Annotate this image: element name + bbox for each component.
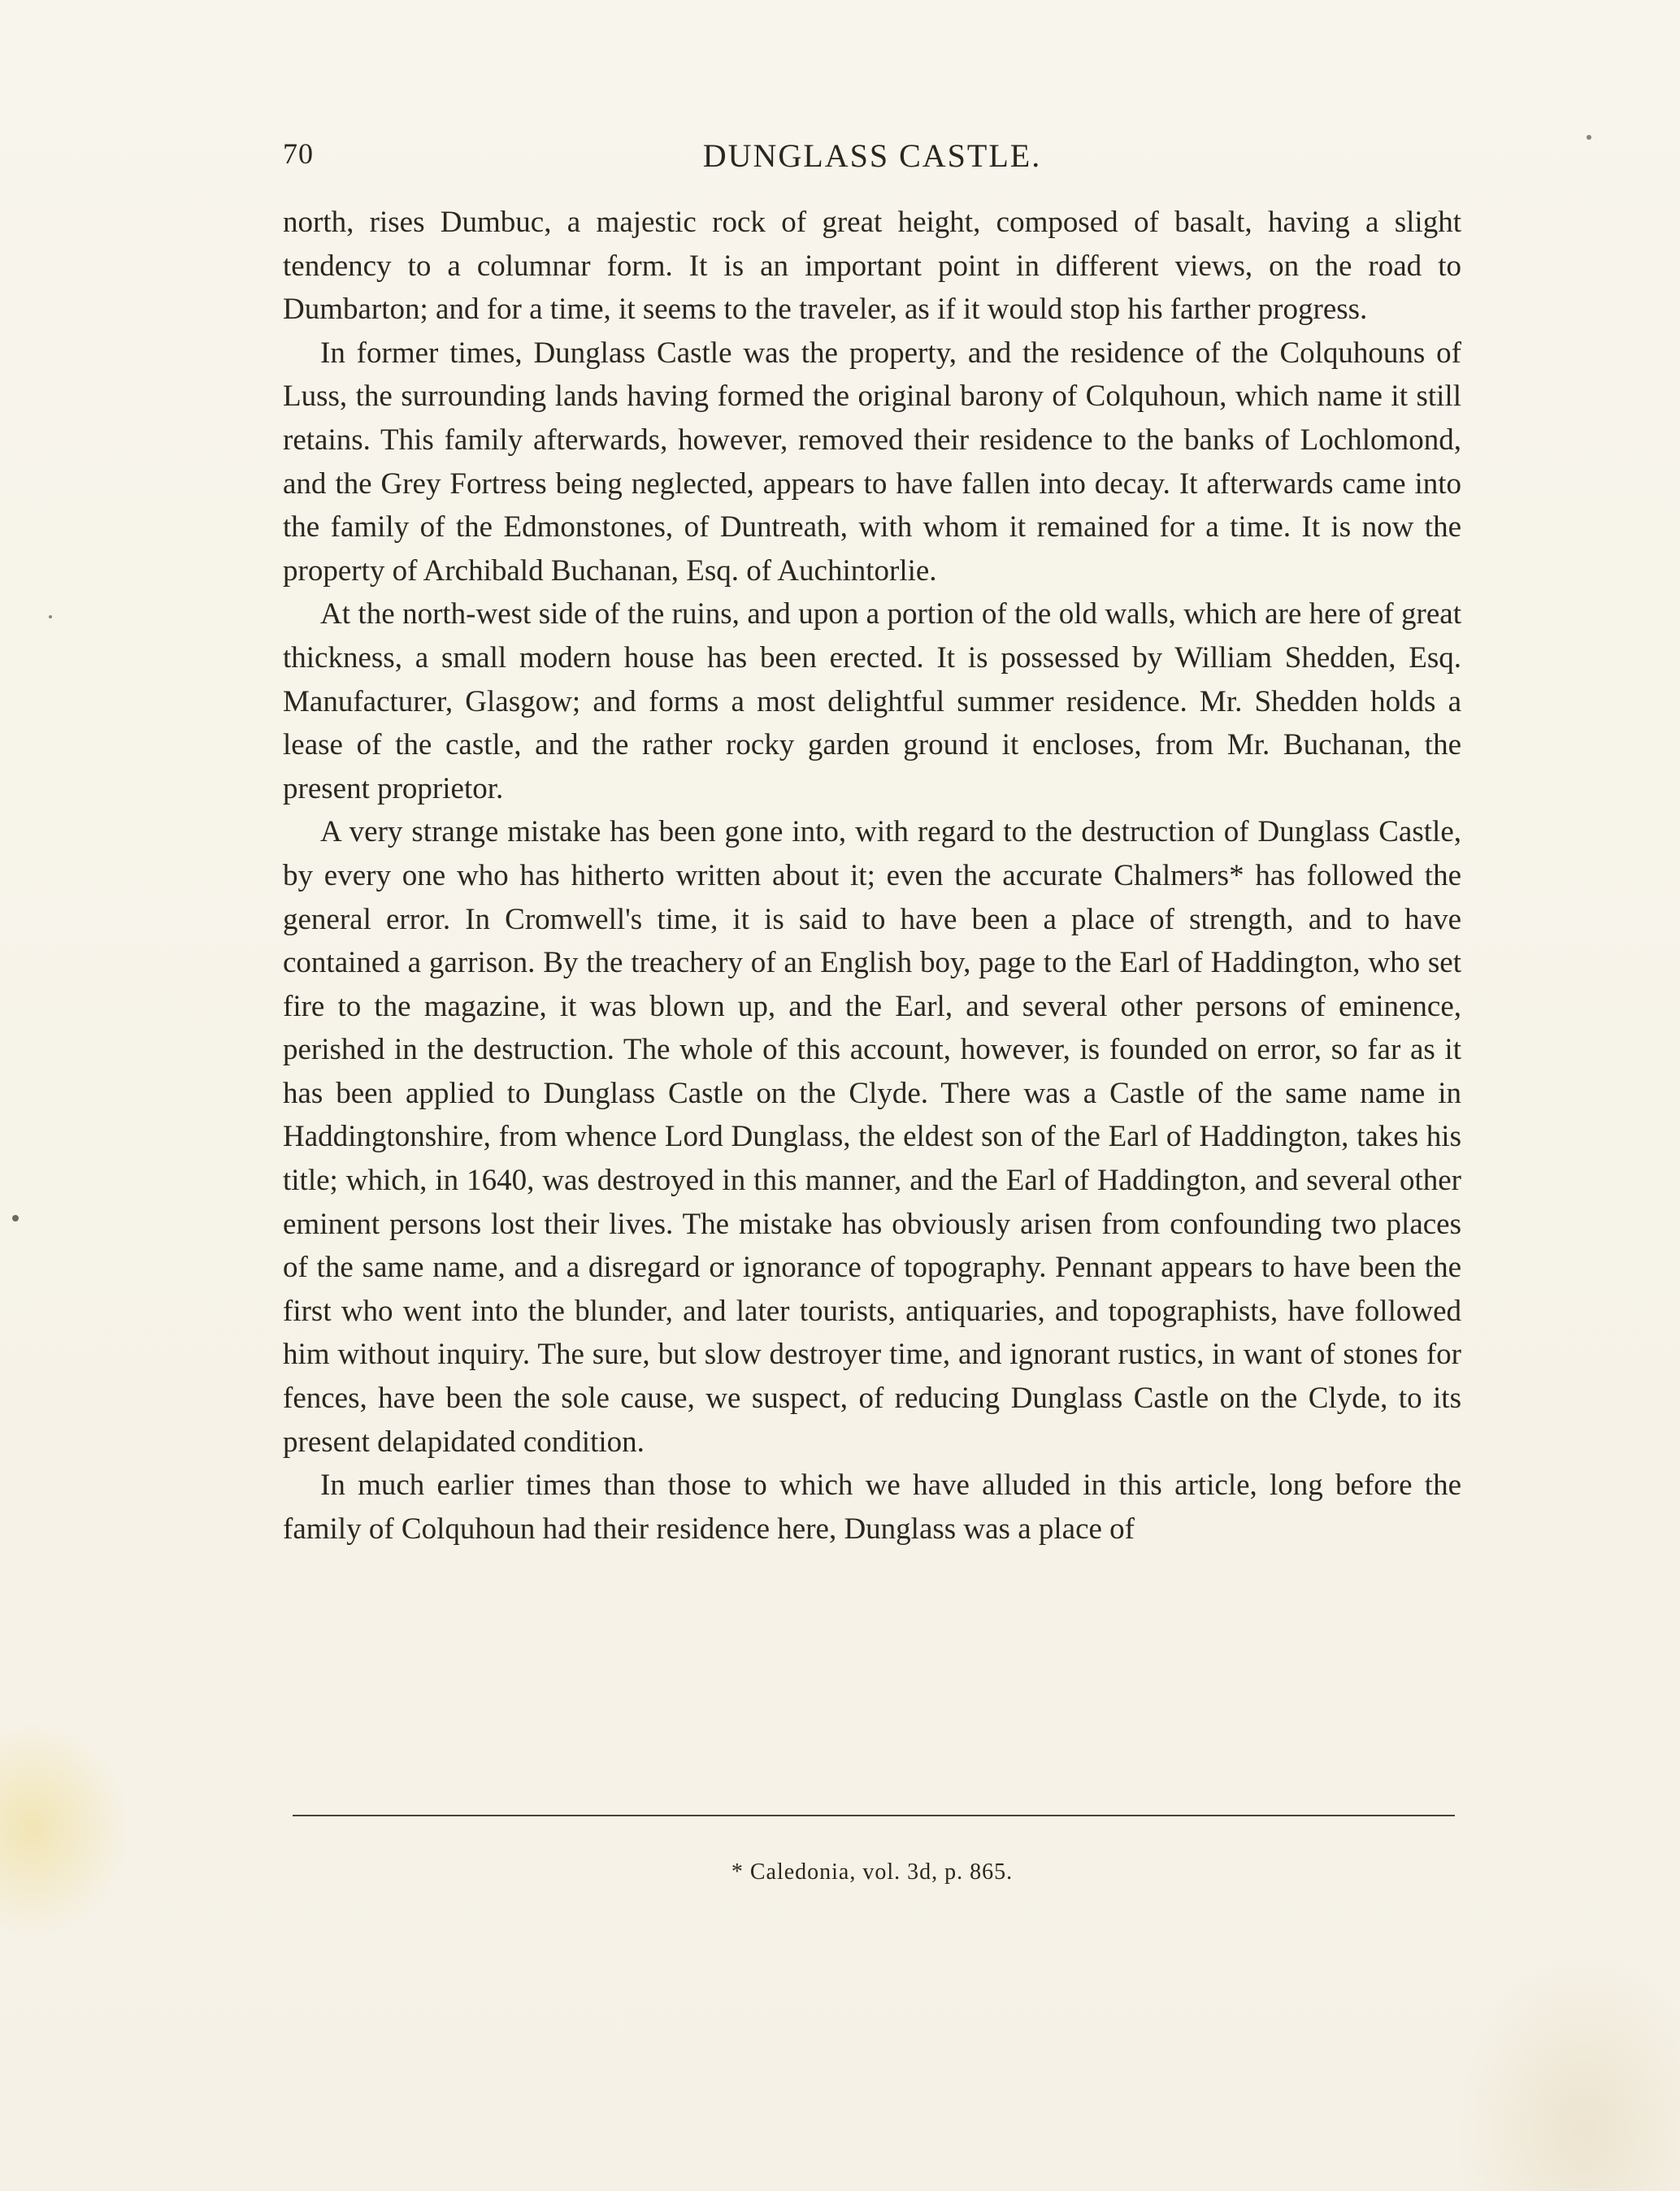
paragraph-4: A very strange mistake has been gone into, with regard to the destruction of Dunglass Castle, by every one who has hitherto written about it; even the accurate Chalmers* has followed the general error. In Cromwell's time, it is said to have been a place of strength, and to have contained a garrison. By the treachery of an English boy, page to the Earl of Haddington, who set fire to the magazine, it was blown up, and the Earl, and several other persons of eminence, perished in the destruction. The whole of this account, however, is founded on error, so far as it has been applied to Dunglass Castle on the Clyde. There was a Castle of the same name in Haddingtonshire, from whence Lord Dunglass, the eldest son of the Earl of Haddington, takes his title; which, in 1640, was destroyed in this manner, and the Earl of Haddington, and several other eminent persons lost their lives. The mistake has obviously arisen from confounding two places of the same name, and a disregard or ignorance of topography. Pennant appears to have been the first who went into the blunder, and later tourists, antiquaries, and topographists, have followed him without inquiry. The sure, but slow destroyer time, and ignorant rustics, in want of stones for fences, have been the sole cause, we suspect, of reducing Dunglass Castle on the Clyde, to its present delapidated condition.: [283, 815, 1461, 1459]
paper-speck: [12, 1215, 19, 1221]
page-number: 70: [283, 137, 314, 170]
paragraph-1: north, rises Dumbuc, a majestic rock of great height, composed of basalt, having a slight tendency to a columnar form. It is an important point in different views, on the road to Dumbarton; and for a time, it seems to the traveler, as if it would stop his farther progress.: [283, 206, 1461, 327]
paragraph-2: In former times, Dunglass Castle was the property, and the residence of the Colquhouns of Luss, the surrounding lands having formed the original barony of Colquhoun, which name it still retains. This family afterwards, however, removed their residence to the banks of Lochlomond, and the Grey Fortress being neglected, appears to have fallen into decay. It afterwards came into the family of the Edmonstones, of Duntreath, with whom it remained for a time. It is now the property of Archibald Buchanan, Esq. of Auchintorlie.: [283, 336, 1461, 588]
page-header: [283, 137, 1461, 185]
paragraph-5: In much earlier times than those to which we have alluded in this article, long before the family of Colquhoun had their residence here, Dunglass was a place of: [283, 1469, 1461, 1546]
paper-speck: [49, 615, 52, 618]
running-title: DUNGLASS CASTLE.: [702, 137, 1042, 174]
paper-speck: [1587, 135, 1591, 140]
paragraph-3: At the north-west side of the ruins, and upon a portion of the old walls, which are here of great thickness, a small modern house has been erected. It is possessed by William Shedden, Esq. Manufacturer, Glasgow; and forms a most delightful summer residence. Mr. Shedden holds a lease of the castle, and the rather rocky garden ground it encloses, from Mr. Buchanan, the present proprietor.: [283, 597, 1461, 805]
footnote-rule: [293, 1815, 1455, 1816]
body-text: [283, 201, 1461, 1551]
footnote: * Caledonia, vol. 3d, p. 865.: [731, 1859, 1014, 1885]
